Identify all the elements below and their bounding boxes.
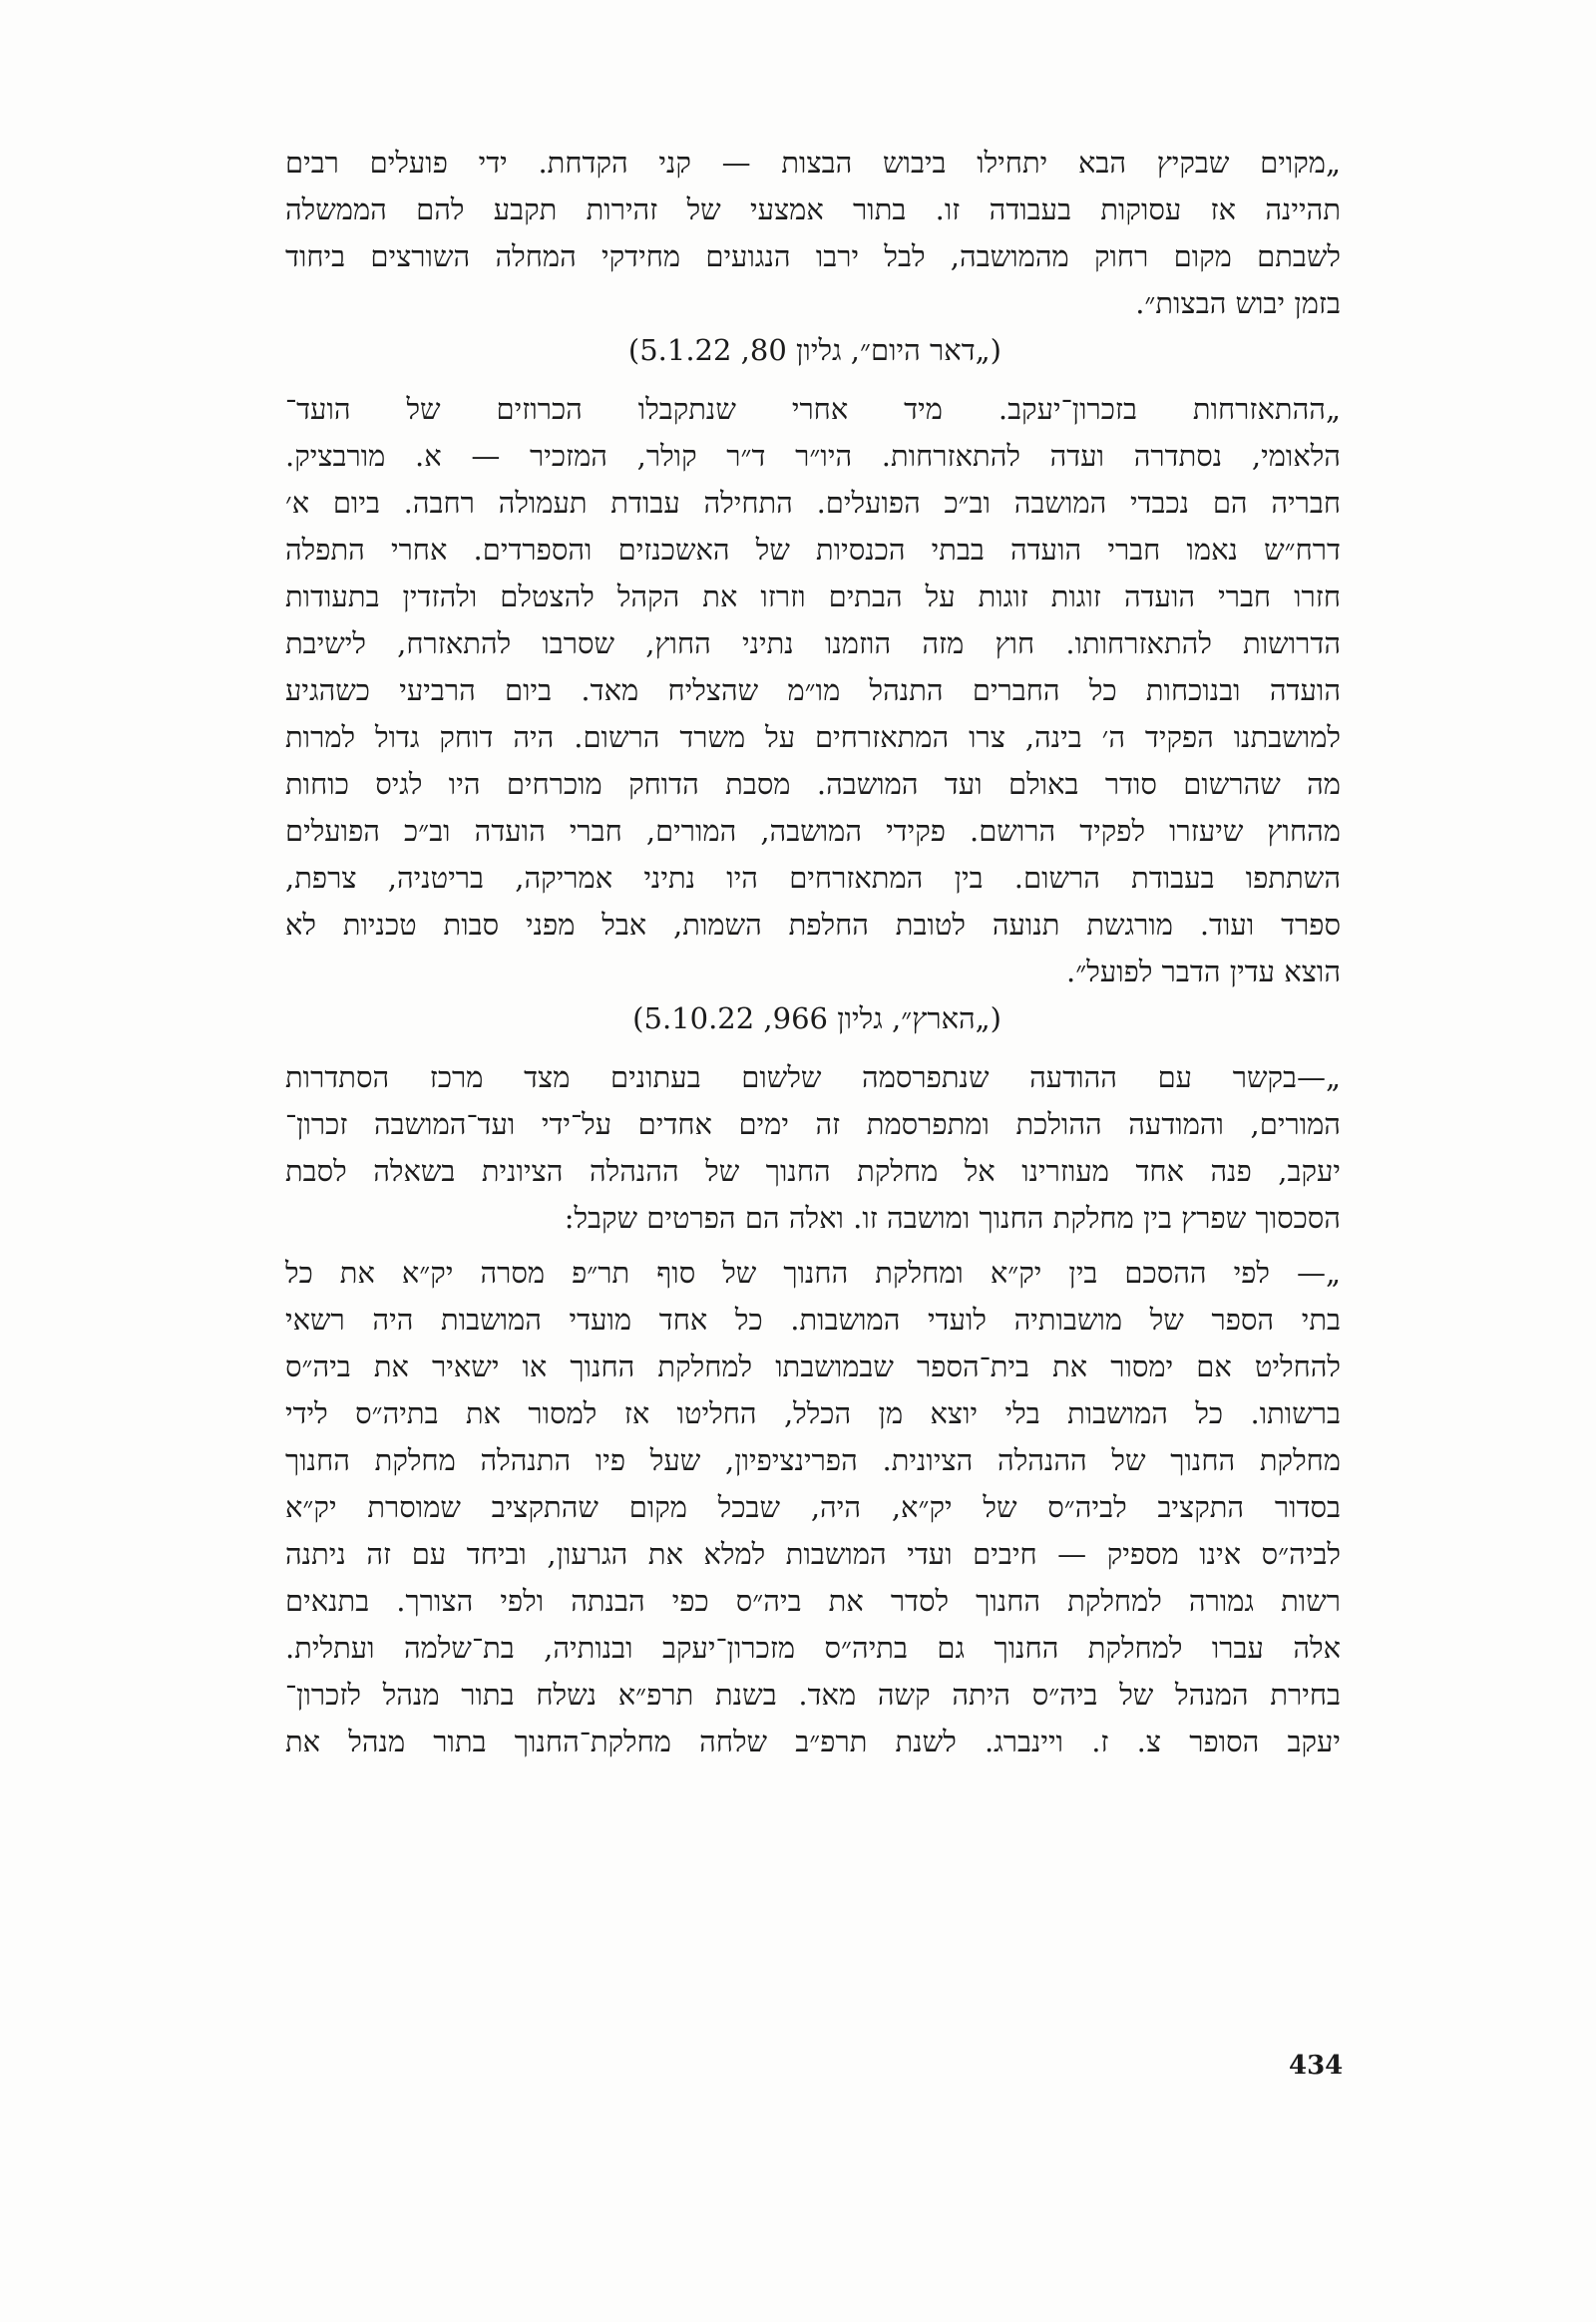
text-line: הועדה ובנוכחות כל החברים התנהל מו״מ שהצליח מאד. ביום הרביעי כשהגיע <box>285 673 1341 707</box>
text-line: ברשותו. כל המושבות בלי יוצא מן הכלל, החליטו אז למסור את בתיה״ס לידי <box>285 1396 1341 1430</box>
paragraph-3 <box>285 1054 1341 1242</box>
citation: („דאר היום״, גליון 80, 5.1.22) <box>627 333 1001 367</box>
text-line: חזרו חברי הועדה זוגות זוגות על הבתים וזרזו את הקהל להצטלם ולהזדין בתעודות <box>285 580 1341 613</box>
text-line: ספרד ועוד. מורגשת תנועה לטובת החלפת השמות, אבל מפני סבות טכניות לא <box>285 908 1341 942</box>
text-line: רשות גמורה למחלקת החנוך לסדר את ביה״ס כפי הבנתה ולפי הצורך. בתנאים <box>285 1584 1341 1618</box>
text-line: בזמן יבוש הבצות״. <box>1135 286 1341 320</box>
text-line: אלה עברו למחלקת החנוך גם בתיה״ס מזכרון־יעקב ובנותיה, בת־שלמה ועתלית. <box>285 1631 1341 1665</box>
spacer <box>285 1042 1341 1054</box>
text-line: מחלקת החנוך של ההנהלה הציונית. הפרינציפיון, שעל פיו התנהלה מחלקת החנוך <box>285 1443 1341 1477</box>
text-line: לשבתם מקום רחוק מהמושבה, לבל ירבו הנגועים מחידקי המחלה השורצים ביחוד <box>285 239 1341 273</box>
citation: („הארץ״, גליון 966, 5.10.22) <box>632 1001 1001 1035</box>
text-line: הלאומי, נסתדרה ועדה להתאזרחות. היו״ר ד״ר קולר, המזכיר — א. מורבציק. <box>285 439 1341 473</box>
text-line: להחליט אם ימסור את בית־הספר שבמושבתו למחלקת החנוך או ישאיר את ביה״ס <box>285 1350 1341 1383</box>
text-column <box>285 140 1341 1765</box>
text-line: לביה״ס אינו מספיק — חיבים ועדי המושבות למלא את הגרעון, וביחד עם זה ניתנה <box>285 1537 1341 1571</box>
spacer <box>285 374 1341 386</box>
text-line: „ההתאזרחות בזכרון־יעקב. מיד אחרי שנתקבלו הכרוזים של הועד־ <box>285 392 1341 426</box>
page-number: 434 <box>1289 2051 1344 2081</box>
text-line: תהיינה אז עסוקות בעבודה זו. בתור אמצעי של זהירות תקבע להם הממשלה <box>285 193 1341 226</box>
text-line: הוצא עדין הדבר לפועל״. <box>1066 955 1341 988</box>
text-line: המורים, והמודעה ההולכת ומתפרסמת זה ימים אחדים על־ידי ועד־המושבה זכרון־ <box>285 1107 1341 1141</box>
paragraph-1 <box>285 140 1341 374</box>
text-line: השתתפו בעבודת הרשום. בין המתאזרחים היו נתיני אמריקה, בריטניה, צרפת, <box>285 861 1341 895</box>
text-line: מהחוץ שיעזרו לפקיד הרושם. פקידי המושבה, המורים, חברי הועדה וב״כ הפועלים <box>285 814 1341 848</box>
text-line: „— לפי ההסכם בין יק״א ומחלקת החנוך של סוף תר״פ מסרה יק״א את כל <box>285 1256 1341 1290</box>
text-line: הדרושות להתאזרחותו. חוץ מזה הוזמנו נתיני החוץ, שסרבו להתאזרח, לישיבת <box>285 626 1341 660</box>
text-line: למושבתנו הפקיד ה׳ בינה, צרו המתאזרחים על משרד הרשום. היה דוחק גדול למרות <box>285 720 1341 754</box>
paragraph-2 <box>285 386 1341 1042</box>
text-line: מה שהרשום סודר באולם ועד המושבה. מסבת הדוחק מוכרחים היו לגיס כוחות <box>285 767 1341 801</box>
paragraph-4 <box>285 1250 1341 1765</box>
text-line: „מקוים שבקיץ הבא יתחילו ביבוש הבצות — קני הקדחת. ידי פועלים רבים <box>285 146 1341 180</box>
text-line: יעקב, פנה אחד מעוזרינו אל מחלקת החנוך של ההנהלה הציונית בשאלה לסבת <box>285 1154 1341 1188</box>
text-line: „—בקשר עם ההודעה שנתפרסמה שלשום בעתונים מצד מרכז הסתדרות <box>285 1060 1341 1094</box>
text-line: בתי הספר של מושבותיה לועדי המושבות. כל אחד מועדי המושבות היה רשאי <box>285 1303 1341 1337</box>
text-line: הסכסוך שפרץ בין מחלקת החנוך ומושבה זו. ואלה הם הפרטים שקבל: <box>564 1201 1341 1235</box>
text-line: בחירת המנהל של ביה״ס היתה קשה מאד. בשנת תרפ״א נשלח בתור מנהל לזכרון־ <box>285 1678 1341 1712</box>
text-line: חבריה הם נכבדי המושבה וב״כ הפועלים. התחילה עבודת תעמולה רחבה. ביום א׳ <box>285 486 1341 520</box>
text-line: יעקב הסופר צ. ז. ויינברג. לשנת תרפ״ב שלחה מחלקת־החנוך בתור מנהל את <box>285 1725 1341 1758</box>
text-line: דרח״ש נאמו חברי הועדה בבתי הכנסיות של האשכנזים והספרדים. אחרי התפלה <box>285 533 1341 567</box>
text-line: בסדור התקציב לביה״ס של יק״א, היה, שבכל מקום שהתקציב שמוסרת יק״א <box>285 1490 1341 1524</box>
spacer <box>285 1242 1341 1250</box>
